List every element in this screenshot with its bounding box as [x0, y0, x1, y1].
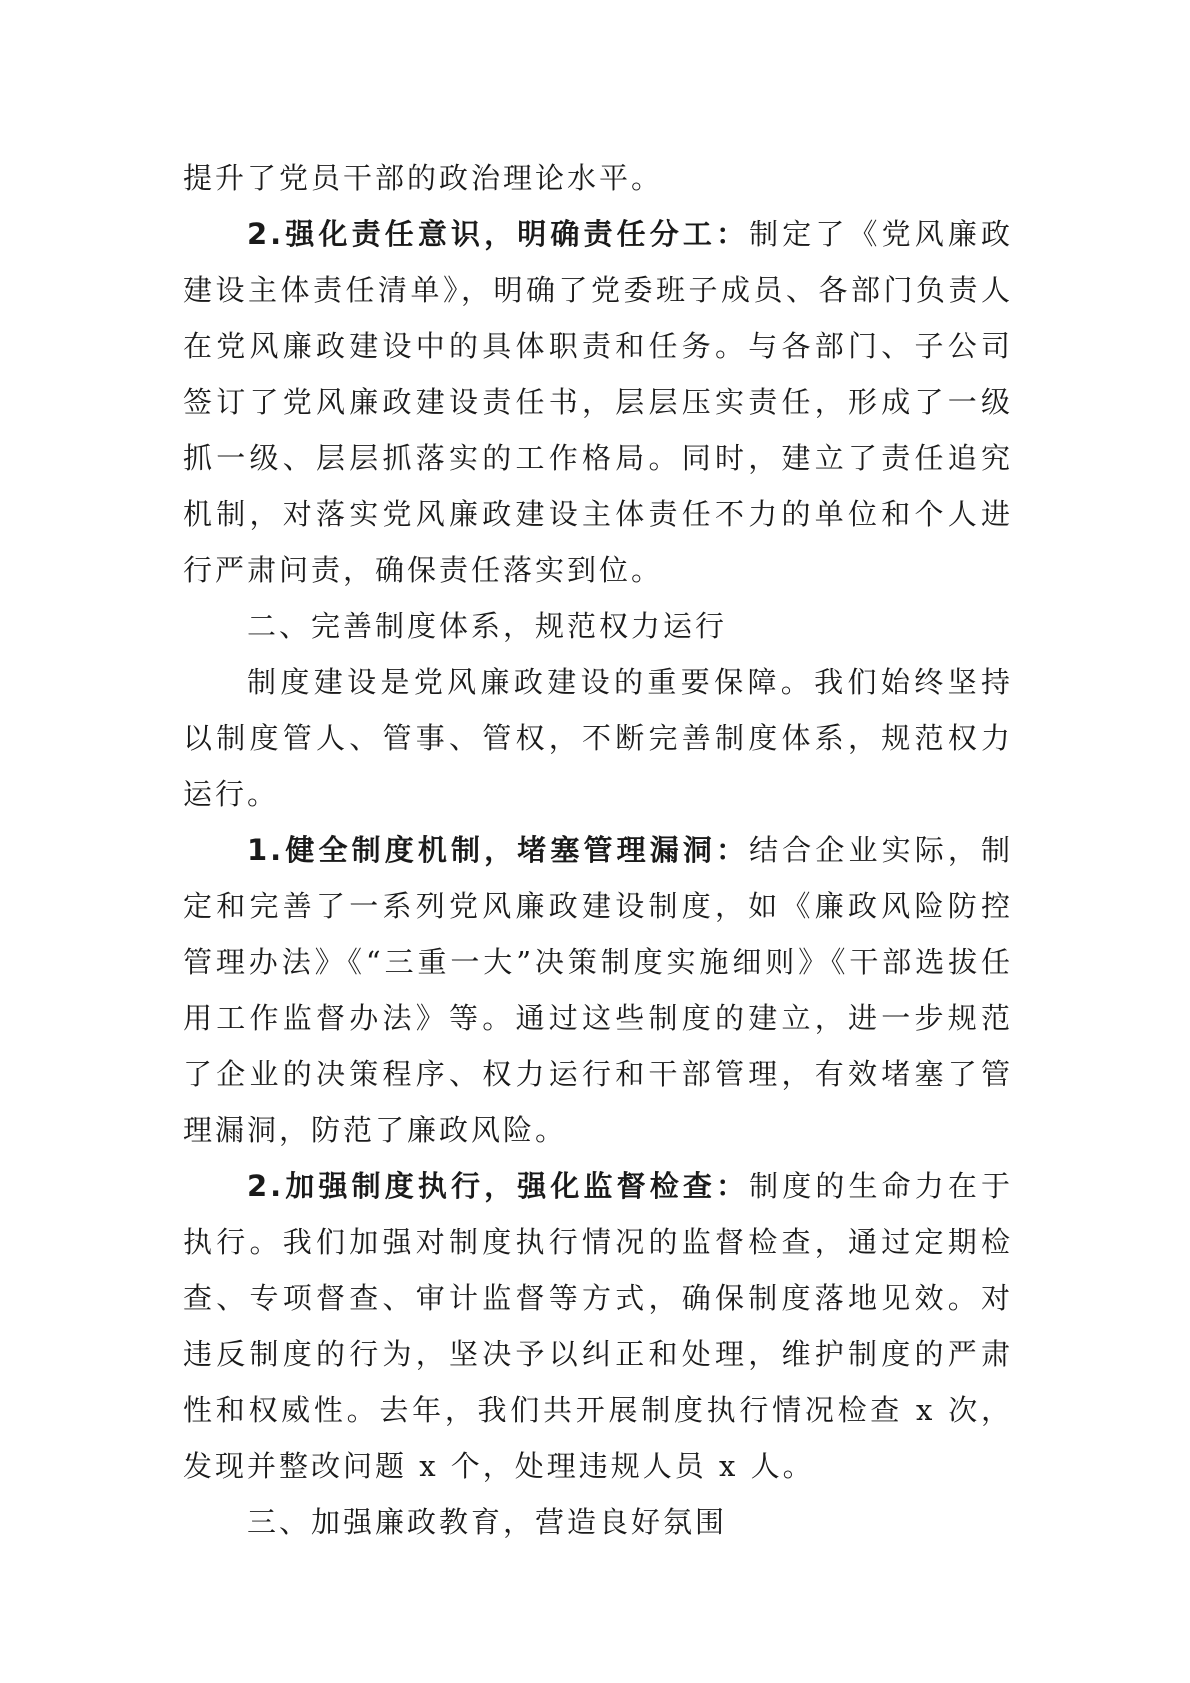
paragraph-text: 制度的生命力在于执行。我们加强对制度执行情况的监督检查，通过定期检查、专项督查、审计监督等方式，确保制度落地见效。对违反制度的行为，坚决予以纠正和处理，维护制度的严肃性和权威性。去年，我们共开展制度执行情况检查 x 次，发现并整改问题 x 个，处理违规人员 x 人。: [183, 1169, 1013, 1483]
paragraph-lead: 2.强化责任意识，明确责任分工：: [247, 217, 750, 251]
paragraph-text: 结合企业实际，制定和完善了一系列党风廉政建设制度，如《廉政风险防控管理办法》《“三重一大”决策制度实施细则》《干部选拔任用工作监督办法》等。通过这些制度的建立，进一步规范了企业的决策程序、权力运行和干部管理，有效堵塞了管理漏洞，防范了廉政风险。: [183, 833, 1013, 1147]
section-heading-two: 二、完善制度体系，规范权力运行: [247, 609, 728, 643]
paragraph-lead: 1.健全制度机制，堵塞管理漏洞：: [247, 833, 750, 867]
paragraph-text: 制定了《党风廉政建设主体责任清单》，明确了党委班子成员、各部门负责人在党风廉政建设中的具体职责和任务。与各部门、子公司签订了党风廉政建设责任书，层层压实责任，形成了一级抓一级、层层抓落实的工作格局。同时，建立了责任追究机制，对落实党风廉政建设主体责任不力的单位和个人进行严肃问责，确保责任落实到位。: [183, 217, 1013, 587]
paragraph-responsibility: [183, 206, 1013, 598]
section-heading-three: 三、加强廉政教育，营造良好氛围: [247, 1505, 728, 1539]
document-body: [183, 150, 1013, 1550]
paragraph-system-execution: [183, 1158, 1013, 1494]
paragraph-continuation: 提升了党员干部的政治理论水平。: [183, 161, 664, 195]
paragraph-system-intro: 制度建设是党风廉政建设的重要保障。我们始终坚持以制度管人、管事、管权，不断完善制度体系，规范权力运行。: [183, 665, 1013, 811]
paragraph-system-mechanism: [183, 822, 1013, 1158]
paragraph-lead: 2.加强制度执行，强化监督检查：: [247, 1169, 750, 1203]
